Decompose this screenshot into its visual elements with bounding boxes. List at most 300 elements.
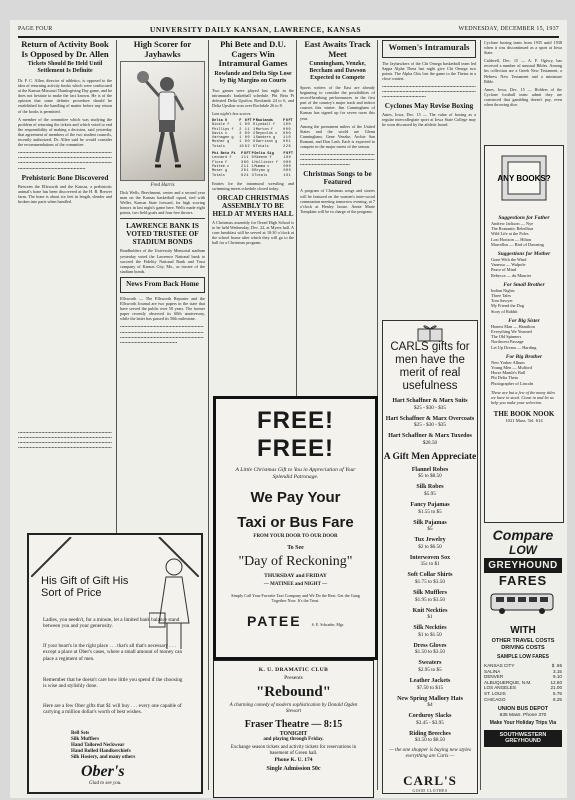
sample-fares-heading: SAMPLE LOW FARES — [497, 654, 549, 660]
masthead — [18, 22, 559, 38]
ober-gift-item: Hand Tailored Neckwear — [71, 743, 125, 748]
box-score-cell: 0 — [285, 140, 288, 145]
box-score-cell: 1 — [239, 123, 242, 128]
box-score-cell: 1 — [288, 140, 291, 145]
box-score-cell: Lyndall f — [255, 123, 276, 128]
headline-stadium-bonds: LAWRENCE BANK IS VOTED TRUSTEE OF STADIUM BONDS — [126, 222, 199, 247]
column-rule — [208, 40, 209, 790]
headline-intramural: Phi Bete and D.U. Cagers Win Intramural Games — [218, 40, 288, 68]
deck-track-meet: Cunningham, Venzke, Beccham and Dawson Expected to Compete — [309, 61, 366, 81]
gift-icon — [410, 323, 450, 343]
book-nook-ad — [484, 145, 564, 523]
box-score-cell: 0 — [288, 131, 291, 136]
box-score-cell: Flora f — [212, 160, 228, 165]
box-score-cell: 6 — [244, 144, 247, 149]
box-score-cell: 1 — [288, 173, 291, 178]
box-score-cell: 0 — [288, 127, 291, 132]
article-body: Ames, Iowa, Dec. 15 — Holders of the Cyclone football team admit they are convinced that gambling doesn't pay, even when throwing dice. — [484, 86, 562, 108]
box-score-cell: Davis c — [212, 131, 228, 136]
ticket-exchange: Exchange season tickets and activity tickets for reservations in basement of Green hall. — [230, 745, 357, 756]
carls-gift-name: Leather Jackets — [409, 677, 451, 684]
divider — [120, 218, 205, 219]
box-score-cell: G — [286, 152, 289, 157]
article-body: Sports writers of the East are already beginning to consider the possibilities of record-breaking performances in the first part of the country's major track and indoor courses this winter. Jim Cunningham of Kansas has signed up for seven races this year. — [300, 85, 375, 121]
carls-suit-price: $25 - $30 - $35 — [414, 404, 446, 411]
fare-price: 21.00 — [550, 685, 562, 691]
box-score-cell: 0 — [247, 131, 250, 136]
box-score-cell: 1 — [246, 169, 249, 174]
book-title: Horse Mantle's Ball — [491, 370, 526, 376]
gift-heading: A Gift Men Appreciate — [383, 451, 477, 462]
greyhound-ad — [484, 528, 562, 792]
carls-gift-name: Knit Neckties — [412, 607, 448, 614]
small-brother-label: For Small Brother — [503, 281, 545, 288]
box-score-cell: Delta Sig — [254, 152, 274, 157]
box-score-cell: 0 — [283, 169, 286, 174]
book-title: Let Up Dream — Harding — [491, 344, 537, 350]
paper-title: UNIVERSITY DAILY KANSAN, LAWRENCE, KANSAS — [149, 24, 362, 34]
presents: Presents — [284, 675, 303, 681]
carls-gift-price: $5 — [427, 526, 433, 533]
box-score-cell: P — [251, 152, 254, 157]
carls-suit-list — [383, 398, 477, 446]
to-see: To See — [287, 545, 304, 551]
suggestions-father-label: Suggestions for Father — [498, 215, 550, 221]
ober-gift-item: Silk Hosiery, and many others — [71, 755, 136, 760]
box-score-cell: 0 — [251, 156, 254, 161]
carls-suit-price: $25 - $30 - $35 — [414, 422, 446, 429]
theatre-time: Fraser Theatre — 8:15 — [244, 719, 343, 730]
box-score-cell: Leonard f — [212, 156, 232, 161]
box-score-cell: 0 — [288, 169, 291, 174]
carls-ad — [382, 320, 478, 794]
patee-manager: S. E. Schrader, Mgr. — [311, 622, 344, 627]
gift-paragraph-1: Ladies, you needn't, for a minute, let a limited bank balance stand between you and your generosity. — [43, 617, 180, 630]
column-1-lower — [18, 430, 112, 526]
box-score-cell: G — [243, 152, 246, 157]
box-score-cell: 6 — [288, 144, 291, 149]
box-score-cell: FT — [288, 152, 293, 157]
carls-gift-name: Flannel Robes — [411, 466, 449, 473]
carls-gift-price: $5 to $8.50 — [418, 473, 442, 480]
box-score-cell: F — [241, 152, 244, 157]
holiday-line: Make Your Holiday Trips Via — [489, 719, 557, 726]
box-score-cell: 4 — [246, 173, 249, 178]
book-title: Northwest Passage — [491, 339, 524, 345]
mother-book-list — [485, 257, 563, 278]
newspaper-page — [10, 20, 567, 798]
book-title: Lost Horizon — Hilton — [491, 236, 532, 242]
box-score-cell: G — [244, 118, 247, 123]
box-score-cell: 1 — [243, 164, 246, 169]
book-title: Young Men — Mulford — [491, 365, 532, 371]
greyhound-low: LOW — [509, 543, 537, 557]
carls-gift-price: $3.50 to $8.50 — [415, 737, 445, 744]
box-score-row — [212, 174, 294, 178]
subhead-cyclones: Cyclones May Revise Boxing — [384, 102, 474, 111]
book-stack-icon — [494, 150, 554, 206]
show-days: THURSDAY and FRIDAY — [264, 573, 327, 579]
box-score-cell: 0 — [251, 169, 254, 174]
box-score-cell: 0 — [286, 156, 289, 161]
fare-city: CHICAGO — [484, 696, 506, 702]
book-title: Vanessa — Walpole — [491, 262, 526, 268]
carls-gift-name: Corduroy Slacks — [408, 713, 452, 720]
box-score-cell: 2 — [252, 131, 256, 136]
small-brother-book-list — [485, 288, 563, 314]
box-score-cell: FT — [247, 118, 252, 123]
carls-suit-name: Hart Schaffner & Marx Tuxedos — [388, 433, 472, 440]
book-title: Wild Life at the Poles — [491, 231, 529, 237]
box-score-cell: 1 — [251, 164, 254, 169]
bus-icon — [488, 588, 558, 618]
womens-intramurals-box — [382, 40, 476, 58]
box-score-cell: Varhagen g — [212, 136, 234, 141]
play-title: "Rebound" — [255, 684, 331, 700]
box-score-cell: 1 — [282, 123, 286, 128]
tonight: TONIGHT — [279, 731, 308, 737]
box-score-cell: 2 — [282, 144, 286, 149]
carls-logo: CARL'S — [403, 773, 457, 789]
carls-gift-name: Riding Breeches — [409, 730, 451, 737]
article-body: A program of Christmas songs and stories will be featured on the women's inter-social communion meeting tomorrow evening, at 7 o'clock at Henley house. Annie Marie Tompkins will be in charge of the program. — [300, 188, 375, 214]
subhead-bone: Prehistoric Bone Discovered — [21, 173, 109, 182]
box-score-cell: 0 — [244, 140, 247, 145]
fare-price: $ .65 — [551, 663, 562, 668]
obers-tagline: Glad to see you. — [89, 781, 122, 786]
carls-gift-price: $2 to $6.50 — [418, 543, 442, 550]
carls-gift-name: Silk Neckties — [413, 625, 447, 632]
carls-headline: CARLS gifts for men have the merit of real usefulness — [390, 341, 470, 392]
article-body-continued: •••••••••••••••••••••••••••••••••••••••••••••••••••••••••••••••••••••••••••••••••••••••••••••••••••••••••••••••••••••••••••••••••••••••• — [300, 152, 375, 168]
carls-gift-price: $7.50 to $15 — [416, 684, 444, 691]
article-body: The Jayhawkers of the Chi Omega basketball team led Sappa Alpha Theta last night give Chi Omega two points. The Alpha Chis lost the game to the Thetas in a close contest. — [382, 60, 476, 81]
book-title: Indian Nights — [491, 287, 515, 293]
book-title: Andrew Jackson — Nye — [491, 221, 534, 226]
book-title: Tom Sawyer — [491, 298, 513, 304]
fare-price: 12.60 — [550, 679, 562, 685]
carls-gift-name: Fancy Pajamas — [410, 501, 450, 508]
carls-gift-name: New Spring Mallory Hats — [397, 695, 463, 702]
article-body-continued: •••••••••••••••••••••••••••••••••••••••••••••••••••••••••••••••••••••••••••••••••••••••••••••••••••••••••••••••••••••••••••••••••••••••••••••••••••••••••••••••••••••••••••••••••••••••••••••••••••••••••••••••••• — [120, 324, 204, 345]
issue-date: WEDNESDAY, DECEMBER 15, 1937 — [458, 26, 559, 32]
box-score-cell: 1 — [243, 156, 246, 161]
big-brother-label: For Big Brother — [505, 353, 543, 360]
article-body: Ames, Iowa, Dec. 15 — The value of boxing as a regular intercollegiate sport at Iowa State College may be soon discussed by the athletic board. — [382, 112, 476, 128]
box-score-cell: 1 — [285, 136, 288, 141]
box-score-cell: Garrison g — [255, 140, 278, 145]
page-number: PAGE FOUR — [18, 26, 53, 32]
box-score-cell: 0 — [285, 127, 288, 132]
ober-gift-list — [71, 731, 135, 761]
book-title: The Romantic Rebellion — [491, 226, 534, 232]
box-score-cell: P — [252, 118, 256, 123]
box-score-cell: 1 — [244, 127, 247, 132]
woman-figure-illustration — [149, 553, 199, 653]
book-title: Story of Rabbit — [491, 308, 518, 314]
book-ad-closing: These are but a few of the many titles we have in stock. Come in and let us help you make your selection. — [491, 389, 556, 406]
box-score-cell: Phi Beta Pi — [212, 152, 236, 157]
box-score-cell: 0 — [243, 160, 246, 165]
carls-gift-price: $5.95 — [424, 490, 436, 497]
dramatic-club: K. U. DRAMATIC CLUB — [258, 667, 329, 673]
box-score-cell: 0 — [282, 127, 286, 132]
box-score-cell: Pattee c — [212, 164, 230, 169]
carls-gift-name: Silk Robes — [416, 484, 444, 491]
box-score-cell: Phillips f — [212, 127, 234, 132]
box-score-cell: 1 — [246, 156, 249, 161]
patee-free-fare-ad — [213, 396, 378, 660]
article-body: Two games were played last night in the intramurals basketball schedule. Phi Beta Pi defeated Delta Upsilon, Rowlands 24 to 6, and Delta Upsilon won over Rochdale 26 to 8. — [212, 87, 294, 108]
headline-oread-assembly: ORCAD CHRISTMAS ASSEMBLY TO BE HELD AT MYERS HALL — [212, 194, 294, 219]
box-score-cell: 1 — [283, 173, 286, 178]
box-score-cell: 2 — [241, 164, 244, 169]
column-rule — [480, 40, 481, 790]
box-score-label: Last night's box scores: — [212, 110, 252, 116]
show-matinee: — MATINEE and NIGHT — — [263, 582, 328, 587]
column-2 — [120, 40, 205, 528]
gift-headline: His Gift of Gift His Sort of Price — [41, 575, 129, 599]
book-nook-address: 1021 Mass. Tel. 614 — [505, 418, 543, 424]
box-score-cell: 2 — [239, 127, 242, 132]
box-score-cell: 2 — [241, 169, 244, 174]
big-brother-book-list — [485, 360, 563, 386]
box-score-cell: Bryan g — [254, 169, 270, 174]
box-score-cell: Delta U — [212, 118, 228, 123]
greyhound-compare: Compare — [492, 527, 554, 543]
box-score-cell: Sanders g — [255, 136, 276, 141]
box-score-cell: 3 — [251, 173, 254, 178]
greyhound-other-costs: OTHER TRAVEL COSTS DRIVING COSTS — [491, 638, 555, 651]
box-score-cell: 2 — [285, 144, 288, 149]
box-score-cell: FT — [246, 152, 251, 157]
box-score-cell: Moser g — [212, 169, 228, 174]
box-score-cell: 0 — [282, 140, 286, 145]
big-sister-book-list — [485, 324, 563, 350]
obers-gift-ad — [27, 533, 203, 794]
big-sister-label: For Big Sister — [508, 317, 540, 324]
carls-suit-name: Hart Schaffner & Marx Suits — [392, 398, 468, 404]
box-score-cell: Mumma c — [254, 164, 270, 169]
box-score-cell: 8 — [241, 173, 244, 178]
book-title: My Friend the Dog — [491, 303, 525, 309]
box-score-cell: 1 — [252, 127, 256, 132]
fare-price: 8.25 — [553, 696, 562, 702]
box-score-cell: 0 — [283, 160, 286, 165]
sample-fares-list — [484, 663, 562, 702]
book-title: Phi Delta Theta — [491, 375, 518, 381]
box-score-cell: 0 — [247, 140, 250, 145]
fare-price: 5.75 — [553, 690, 562, 696]
subhead-christmas-songs: Christmas Songs to be Featured — [303, 170, 372, 187]
article-body-continued: •••••••••••••••••••••••••••••••••••••••••••••••••••••••••••••••••••••••••••••••••••••••••••••••••••••••••••••••••••••••••••••••••••••••••••••••••••••••••••••••••••••••••••••••••••••••••••••••••••••••••••••••••••••••••••••••••••••••••••••••••••••••••••••••• — [18, 430, 112, 451]
box-score-cell: 0 — [252, 123, 256, 128]
suggestions-mother-label: Suggestions for Mother — [497, 251, 551, 258]
article-body: Between the Ellsworth and the Kansas, a prehistoric animal's bone has been discovered at the H. B. Brewer farm. The bone is about six feet in length, slender and broken into parts when handled. — [18, 183, 112, 204]
box-score-cell: 3 — [241, 160, 244, 165]
carls-gift-price: $1.55 to $5 — [418, 508, 442, 515]
headline-activity-book: Return of Activity Book Is Opposed by Dr. Allen — [21, 40, 109, 59]
fare-price: 3.15 — [553, 668, 562, 674]
book-title: Three Tales — [491, 293, 512, 299]
box-score-cell: 0 — [285, 123, 288, 128]
fare-city: LOS ANGELES — [484, 685, 516, 691]
box-score-cell: 3 — [239, 131, 242, 136]
greyhound-with: WITH — [510, 625, 536, 636]
box-score-cell: Morton f — [255, 127, 273, 132]
box-score-cell: G — [285, 118, 288, 123]
southwestern-greyhound-logo: SOUTHWESTERN GREYHOUND — [484, 730, 562, 747]
column-6 — [484, 40, 562, 140]
depot-name: UNION BUS DEPOT — [497, 706, 549, 713]
carls-suit-price: $28.50 — [422, 439, 438, 446]
box-score-cell: 0 — [246, 160, 249, 165]
book-title: Photographer of Lincoln — [491, 380, 534, 386]
article-body: Among the prominent milers of the United States and the world are Glenn Cunningham, Gene Venzke, Archie San Romani, and Don Lash. Each is expected to compete in the major meets of the season. — [300, 123, 375, 150]
box-score-cell: 1 — [241, 156, 244, 161]
door-line: FROM YOUR DOOR TO OUR DOOR — [253, 534, 338, 539]
play-description: A charming comedy of modern sophistication by Donald Ogden Stewart — [229, 703, 358, 714]
box-score-cell: 1 — [282, 136, 286, 141]
box-score-cell: F — [282, 118, 286, 123]
box-score-cell: Hollister f — [254, 160, 279, 165]
carls-gift-name: Sweaters — [418, 660, 442, 667]
book-title: Marcellus — Bird of Dawning — [491, 241, 544, 247]
book-title: The Old Spinners — [491, 334, 522, 340]
box-score-cell: 0 — [285, 131, 288, 136]
box-score-cell: 0 — [283, 164, 286, 169]
box-score-cell: Skeeve f — [254, 156, 272, 161]
book-title: Gone With the Wind — [491, 257, 527, 263]
box-score-cell: 0 — [288, 164, 291, 169]
article-body-continued: •••••••••••••••••••••••••••••••••••••••••••••••••••••••••••••••••••••••••••••••••••••••••••••••••••••••••••••••••••••••••••••••••••••••••••••••••••••••••••••• — [382, 83, 476, 100]
caption-body: Dick Wells, Beechmont, center and a second year man on the Kansas basketball squad, tied with Weller, Kansas State forward, for high scoring honors in last night's game here. Wells made eight points, two field goals and four free throws. — [120, 190, 205, 216]
gift-paragraph-2: If your heart's in the right place . . . that's all that's necessary . . . except a place at Ober's cases, where a small amount of money can place a regiment of men. — [43, 643, 183, 662]
patee-brand: PATEE — [247, 613, 302, 629]
box-score-cell: 0 — [247, 136, 250, 141]
carls-gift-name: Tux Jewelry — [414, 537, 446, 544]
headline-news-back-home: News From Back Home — [126, 279, 199, 288]
box-score-cell: 0 — [244, 123, 247, 128]
book-title: Peace of Mind — [491, 267, 517, 273]
photo-caption: Fred Harris — [150, 183, 175, 188]
carls-logo-sub: GOOD CLOTHES — [412, 789, 448, 794]
box-score-cell: 0 — [243, 169, 246, 174]
carls-gift-price: 35c to $1 — [420, 561, 440, 568]
box-score-cell: 1 — [283, 156, 286, 161]
carls-gift-list — [383, 467, 477, 744]
fare-price: 9.10 — [553, 674, 562, 680]
carls-gift-price: $1 — [427, 614, 433, 621]
fare-city: KANSAS CITY — [484, 663, 515, 668]
box-score-cell: 0 — [288, 160, 291, 165]
carls-gift-name: Dress Gloves — [413, 642, 447, 649]
box-score-cell: 0 — [286, 160, 289, 165]
box-score-cell: 0 — [286, 169, 289, 174]
free-title: FREE! FREE! — [257, 407, 334, 462]
news-from-back-home-box — [120, 277, 205, 293]
box-score-cell: Reynolds c — [255, 131, 278, 136]
fare-city: DENVER — [484, 674, 504, 680]
free-instructions: Simply Call Your Favorite Taxi Company and We Do the Rest. Get the Gang Together Now. It's the Treat. — [231, 593, 360, 603]
fare-city: ALBUQUERQUE, N.M. — [484, 679, 532, 685]
carls-gift-price: $3.45 - $3.95 — [416, 719, 444, 726]
box-score-table-2 — [212, 152, 294, 178]
phone: Phone K. U. 174 — [274, 757, 313, 763]
column-4 — [300, 40, 375, 390]
box-score-cell: 6 — [252, 144, 256, 149]
box-score-cell: Rowlands — [255, 118, 273, 123]
book-title: Honest Man — Hamilton — [491, 323, 535, 329]
player-photo — [120, 61, 205, 181]
carls-gift-name: Silk Pajamas — [413, 519, 447, 526]
article-body: Dr. F. C. Allen, director of athletics, is opposed to the idea of returning activity books which were confiscated at the Kansas-Missouri Thanksgiving Day game, and he does not hesitate to make the fact known. He is of the opinion that some definite procedure should be established for the handling of matter before any return of the books is permitted. — [18, 78, 112, 114]
box-score-cell: 1 — [239, 140, 242, 145]
box-score-cell: 2 — [243, 173, 246, 178]
ober-gift-item: Silk Mufflers — [71, 737, 100, 742]
obers-logo: Ober's — [81, 763, 125, 780]
free-sub: A Little Christmas Gift to You in Appreciation of Your Splendid Patronage. — [235, 467, 356, 480]
carls-gift-name: Silk Mufflers — [413, 589, 447, 596]
box-score-cell: 0 — [244, 136, 247, 141]
box-score-cell: 0 — [288, 123, 291, 128]
book-title: Everything We Yearned — [491, 329, 532, 335]
pay-line-2: Taxi or Bus Fare — [237, 514, 354, 531]
box-score-cell: 1 — [251, 160, 254, 165]
gift-paragraph-3: Remember that he doesn't care how little you spend if the choosing is wise and stylishly done. — [43, 677, 183, 690]
box-score-cell: F — [239, 118, 242, 123]
box-score-cell: 1 — [246, 164, 249, 169]
box-score-cell: 0 — [247, 123, 250, 128]
article-body: A Christmas assembly for Oread High School is to be held Wednesday, Dec. 22, at Myers hall. A corn breakfast will be served at 10:30 o'clock at the school house after which they will go to the hall for a Christmas program. — [212, 220, 294, 246]
pay-line-1: We Pay Your — [250, 489, 341, 506]
carls-gift-price: $1.95 to $3.50 — [415, 596, 445, 603]
carls-gift-price: $1 to $1.50 — [418, 631, 442, 638]
box-score-cell: Totals — [212, 144, 225, 149]
article-body: Cyclone boxing team from 1935 until 1938 when it was discontinued as a sport at Iowa State. — [484, 40, 562, 56]
greyhound-fares: FARES — [498, 573, 548, 588]
through-friday: and playing through Friday. — [263, 737, 324, 742]
box-score-cell: 2 — [247, 144, 250, 149]
gift-paragraph-4: Here are a few Ober gifts that $1 will buy . . . every one capable of carrying a million dollar's worth of best wishes. — [43, 703, 182, 716]
ober-gift-item: Hand Rolled Handkerchiefs — [71, 749, 131, 754]
box-score-cell: 10 — [239, 144, 244, 149]
carls-closing: — the one shopper is buying new styles everything are Carls — — [389, 747, 471, 760]
greyhound-brand: GREYHOUND — [484, 558, 562, 573]
box-score-cell: 0 — [288, 136, 291, 141]
book-title: Rebecca — du Maurier — [491, 272, 532, 278]
article-body: Bondholders of the University Memorial stadium yesterday voted the Lawrence National bank to succeed the Fidelity National Bank and Trust company of Kansas City, Mo., as trustee of the stadium bonds. — [120, 248, 205, 274]
box-score-cell: 0 — [286, 173, 289, 178]
fare-city: ST. LOUIS — [484, 690, 506, 696]
father-book-list — [485, 221, 563, 247]
book-nook-name: THE BOOK NOOK — [493, 410, 555, 419]
admission: Single Admission 50c — [266, 766, 321, 772]
box-score-cell: F — [283, 152, 286, 157]
depot-address: 635 Mass. Phone 370 — [499, 712, 547, 718]
carls-gift-name: Interwoven Sox — [409, 554, 451, 561]
carls-suit-name: Hart Schaffner & Marx Overcoats — [385, 415, 475, 422]
box-score-cell: Totals — [254, 173, 268, 178]
column-5 — [382, 40, 476, 316]
deck-intramural: Rowlande and Delta Sigs Lose by Big Margins on Courts — [214, 70, 292, 84]
article-body-continued: •••••••••••••••••••••••••••••••••••••••••••••••••••••••••••••••••••••••••••••••••••••••••••••••••••••••••••••••••••••••••••••••••••••••••••••••••••••••••••••••••••••••••••••••••••••••••••••••••••••••••••••••••••••••••••••••••••••••••••••• — [18, 150, 112, 171]
book-title: New Yorker Album — [491, 359, 525, 365]
ober-gift-item: Bell Sets — [71, 731, 90, 736]
box-score-cell: 1 — [247, 127, 250, 132]
box-score-cell: Nickle f — [212, 123, 230, 128]
deck-activity-book: Tickets Should Be Held Until Settlement Is Definite — [27, 61, 103, 74]
